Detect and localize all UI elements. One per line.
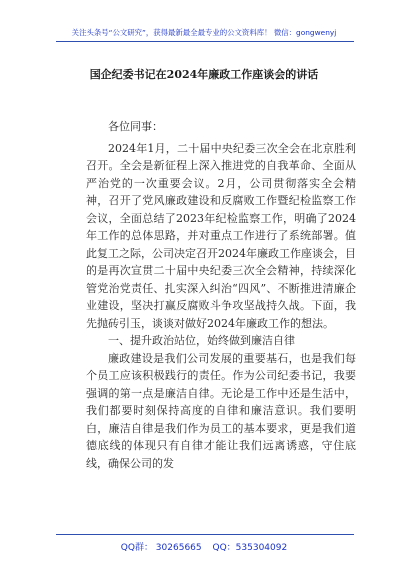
header-note: 关注头条号“公文研究”，获得最新最全最专业的公文资料库！ 微信：gongwenyj bbox=[71, 28, 337, 37]
document-body bbox=[86, 118, 356, 472]
footer-contact bbox=[0, 540, 408, 553]
footer-qq-group: QQ群： 30265665 bbox=[120, 543, 202, 553]
document-title: 国企纪委书记在2024年廉政工作座谈会的讲话 bbox=[89, 68, 319, 81]
footer-rule bbox=[56, 534, 354, 535]
header-rule bbox=[56, 41, 354, 42]
footer-qq: QQ：535304092 bbox=[212, 543, 288, 553]
body-paragraph: 廉政建设是我们公司发展的重要基石，也是我们每个员工应该积极践行的责任。作为公司纪委书记，我要强调的第一点是廉洁自律。无论是工作中还是生活中，我们都要时刻保持高度的自律和廉洁意识。我们要明白，廉洁自律是我们作为员工的基本要求，更是我们道德底线的体现只有自律才能让我们远离诱惑，守住底线，确保公司的发 bbox=[86, 351, 356, 470]
salutation: 各位同事： bbox=[108, 120, 163, 133]
section-heading: 一、提升政治站位，始终做到廉洁自律 bbox=[108, 334, 295, 347]
body-paragraph: 2024年1月，二十届中央纪委三次全会在北京胜利召开。全会是新征程上深入推进党的自我革命、全面从严治党的一次重要会议。2月，公司贯彻落实全会精神，召开了党风廉政建设和反腐败工作暨纪检监察工作会议，全面总结了2023年纪检监察工作，明确了2024年工作的总体思路，并对重点工作进行了系统部署。值此复工之际，公司决定召开2024年廉政工作座谈会，目的是再次宣贯二十届中央纪委三次全会精神，持续深化管党治党责任、扎实深入纠治“四风”、不断推进清廉企业建设，坚决打赢反腐败斗争攻坚战持久战。下面，我先抛砖引玉，谈谈对做好2024年廉政工作的想法。 bbox=[86, 141, 356, 330]
